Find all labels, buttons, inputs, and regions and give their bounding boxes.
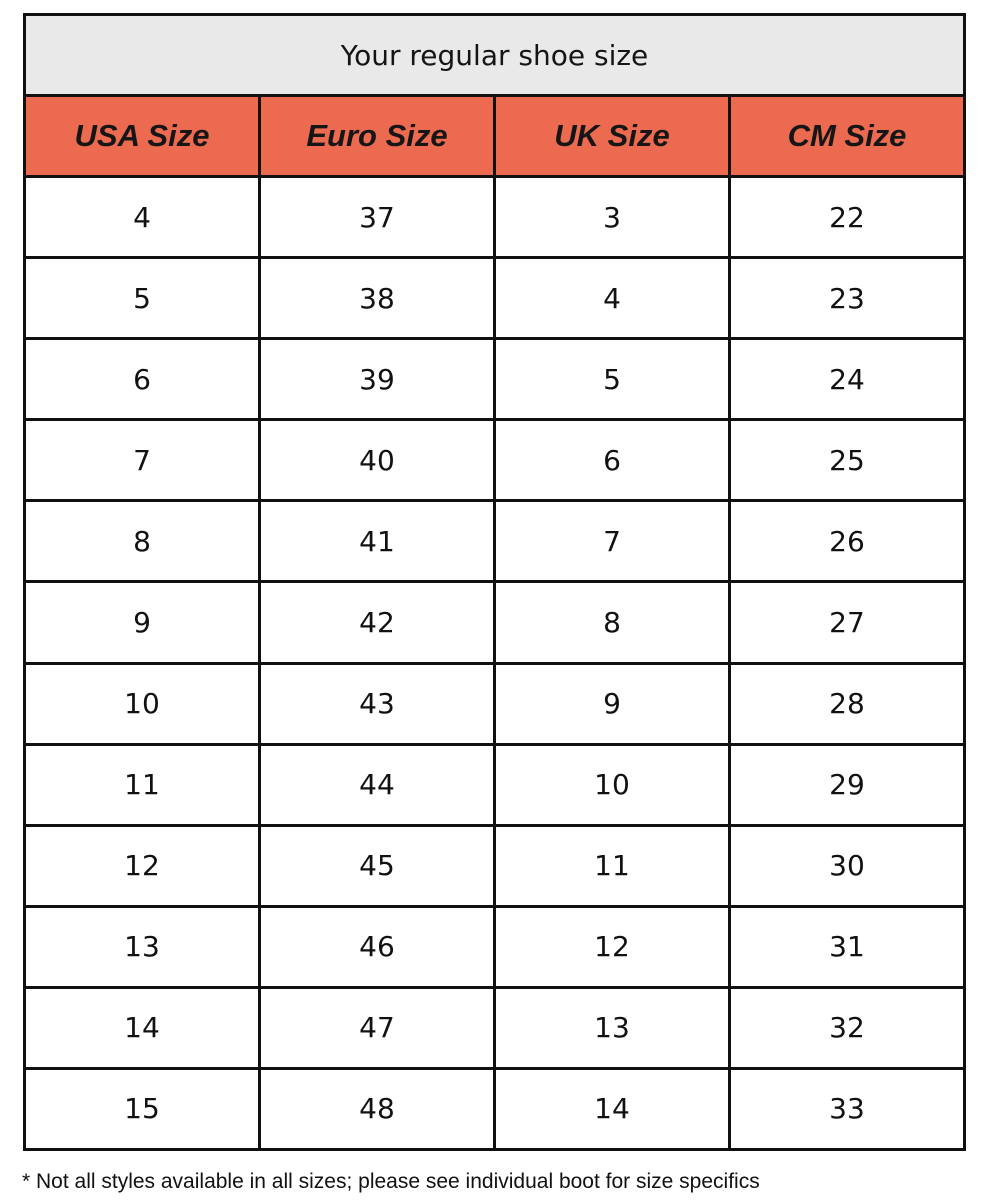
table-cell-usa-size: 5 — [26, 259, 258, 337]
table-cell-usa-size: 13 — [26, 908, 258, 986]
column-header-euro-size: Euro Size — [261, 97, 493, 175]
column-header-usa-size: USA Size — [26, 97, 258, 175]
table-cell-uk-size: 11 — [496, 827, 728, 905]
table-cell-usa-size: 12 — [26, 827, 258, 905]
table-cell-euro-size: 40 — [261, 421, 493, 499]
table-cell-cm-size: 23 — [731, 259, 963, 337]
table-cell-uk-size: 8 — [496, 583, 728, 661]
table-cell-euro-size: 38 — [261, 259, 493, 337]
table-cell-cm-size: 25 — [731, 421, 963, 499]
table-cell-cm-size: 31 — [731, 908, 963, 986]
table-cell-euro-size: 48 — [261, 1070, 493, 1148]
table-cell-cm-size: 24 — [731, 340, 963, 418]
table-cell-euro-size: 45 — [261, 827, 493, 905]
table-cell-cm-size: 26 — [731, 502, 963, 580]
table-cell-cm-size: 30 — [731, 827, 963, 905]
table-cell-uk-size: 13 — [496, 989, 728, 1067]
table-cell-euro-size: 37 — [261, 178, 493, 256]
column-header-uk-size: UK Size — [496, 97, 728, 175]
table-cell-uk-size: 12 — [496, 908, 728, 986]
table-title: Your regular shoe size — [26, 16, 963, 94]
size-chart-table — [23, 13, 966, 1151]
table-cell-usa-size: 7 — [26, 421, 258, 499]
table-cell-usa-size: 6 — [26, 340, 258, 418]
table-cell-euro-size: 46 — [261, 908, 493, 986]
table-cell-euro-size: 44 — [261, 746, 493, 824]
table-cell-uk-size: 6 — [496, 421, 728, 499]
table-cell-uk-size: 5 — [496, 340, 728, 418]
table-cell-cm-size: 22 — [731, 178, 963, 256]
table-cell-usa-size: 15 — [26, 1070, 258, 1148]
table-cell-euro-size: 43 — [261, 665, 493, 743]
table-cell-uk-size: 14 — [496, 1070, 728, 1148]
table-cell-euro-size: 41 — [261, 502, 493, 580]
table-cell-usa-size: 10 — [26, 665, 258, 743]
footnote: * Not all styles available in all sizes; please see individual boot for size specifics — [22, 1170, 760, 1193]
table-cell-uk-size: 3 — [496, 178, 728, 256]
table-cell-usa-size: 4 — [26, 178, 258, 256]
table-cell-cm-size: 27 — [731, 583, 963, 661]
table-cell-euro-size: 47 — [261, 989, 493, 1067]
table-cell-usa-size: 11 — [26, 746, 258, 824]
table-cell-euro-size: 42 — [261, 583, 493, 661]
table-cell-cm-size: 33 — [731, 1070, 963, 1148]
table-cell-uk-size: 7 — [496, 502, 728, 580]
table-cell-cm-size: 32 — [731, 989, 963, 1067]
table-cell-usa-size: 9 — [26, 583, 258, 661]
table-cell-cm-size: 28 — [731, 665, 963, 743]
column-header-cm-size: CM Size — [731, 97, 963, 175]
table-cell-uk-size: 4 — [496, 259, 728, 337]
table-cell-euro-size: 39 — [261, 340, 493, 418]
table-cell-usa-size: 14 — [26, 989, 258, 1067]
table-cell-uk-size: 9 — [496, 665, 728, 743]
table-cell-usa-size: 8 — [26, 502, 258, 580]
table-cell-cm-size: 29 — [731, 746, 963, 824]
table-cell-uk-size: 10 — [496, 746, 728, 824]
